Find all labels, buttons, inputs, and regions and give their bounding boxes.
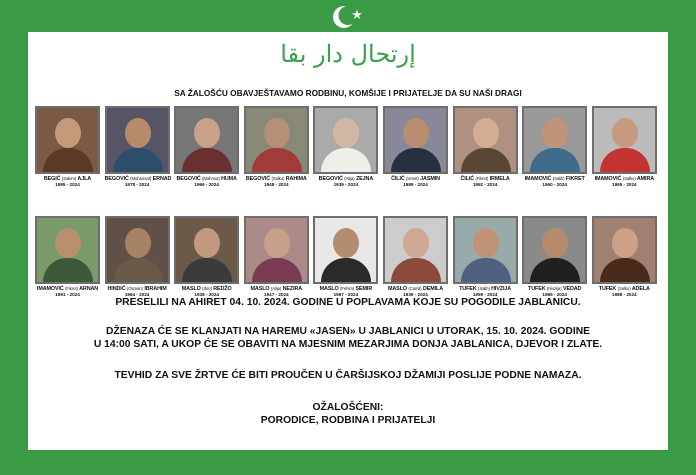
surname: IMAMOVIĆ bbox=[524, 176, 552, 182]
portrait-card bbox=[522, 106, 587, 187]
portrait-card bbox=[453, 216, 518, 297]
given-name: ARNAN bbox=[79, 286, 99, 292]
portrait-card bbox=[313, 106, 378, 187]
life-years: 1947 - 2024 bbox=[264, 292, 289, 297]
surname: ČILIĆ bbox=[391, 176, 405, 182]
portrait-card bbox=[592, 106, 657, 187]
arabic-calligraphy: إرتحال دار بقا bbox=[280, 40, 416, 68]
surname: HINDIĆ bbox=[107, 286, 126, 292]
given-name: RAHIMA bbox=[285, 176, 307, 182]
portrait-photo bbox=[522, 216, 587, 284]
portrait-card bbox=[313, 216, 378, 297]
given-name: IRMELA bbox=[489, 176, 510, 182]
portrait-photo bbox=[313, 106, 378, 174]
surname: TUFEK bbox=[459, 286, 477, 292]
portrait-photo bbox=[313, 216, 378, 284]
date-statement: PRESELILI NA AHIRET 04. 10. 2024. GODINE U POPLAVAMA KOJE SU POGODILE JABLANICU. bbox=[115, 297, 581, 308]
portrait-photo bbox=[35, 216, 100, 284]
life-years: 1965 - 2024 bbox=[612, 182, 637, 187]
portrait-card bbox=[35, 216, 100, 297]
life-years: 1939 - 2024 bbox=[403, 292, 428, 297]
surname: BEGOVIĆ bbox=[245, 176, 271, 182]
surname: BEGOVIĆ bbox=[104, 176, 129, 182]
given-name: ADELA bbox=[631, 286, 650, 292]
given-name: HIVZIJA bbox=[491, 286, 512, 292]
funeral-line-2: U 14:00 SATI, A UKOP ĆE SE OBAVITI NA MJESNIM MEZARJIMA DONJA JABLANICA, DJEVOR I ZLATE. bbox=[93, 339, 603, 350]
portrait-card bbox=[383, 106, 448, 187]
father-name: (Salko) bbox=[617, 286, 631, 291]
signoff-families: PORODICE, RODBINA I PRIJATELJI bbox=[260, 415, 436, 426]
life-years: 1967 - 2024 bbox=[333, 292, 359, 297]
portrait-card bbox=[105, 216, 170, 297]
life-years: 1966 - 2024 bbox=[194, 182, 219, 187]
father-name: (Salih) bbox=[477, 286, 490, 291]
father-name: (Mahmut) bbox=[202, 176, 220, 181]
life-years: 1948 - 2024 bbox=[264, 182, 289, 187]
portrait-photo bbox=[592, 216, 657, 284]
portrait-card bbox=[453, 106, 518, 187]
life-years: 1992 - 2024 bbox=[472, 182, 498, 187]
surname: IMAMOVIĆ bbox=[594, 176, 622, 182]
announcement-card bbox=[28, 32, 668, 450]
given-name: HUMA bbox=[221, 176, 237, 182]
given-name: NEZIRA bbox=[282, 286, 303, 292]
portrait-photo bbox=[522, 106, 587, 174]
life-years: 1991 - 2024 bbox=[55, 292, 80, 297]
given-name: ZEJNA bbox=[355, 176, 374, 182]
father-name: (Alija) bbox=[270, 286, 282, 291]
life-years: 1988 - 2024 bbox=[612, 292, 637, 297]
portrait-photo bbox=[453, 106, 518, 174]
surname: IMAMOVIĆ bbox=[36, 286, 64, 292]
father-name: (Salko) bbox=[271, 176, 285, 181]
given-name: DEMILA bbox=[422, 286, 443, 292]
surname: TUFEK bbox=[598, 286, 617, 292]
portrait-photo bbox=[35, 106, 100, 174]
given-name: FIKRET bbox=[565, 176, 585, 182]
portrait-photo bbox=[174, 216, 239, 284]
father-name: (Fikret) bbox=[65, 286, 78, 291]
portrait-card bbox=[244, 106, 309, 187]
father-name: (Salko) bbox=[622, 176, 636, 181]
portrait-card bbox=[592, 216, 657, 297]
father-name: (Salih) bbox=[552, 176, 565, 181]
given-name: AJLA bbox=[77, 176, 92, 182]
surname: MASLO bbox=[181, 286, 201, 292]
given-name: VEDAD bbox=[562, 286, 582, 292]
father-name: (Fikret) bbox=[475, 176, 489, 181]
portrait-photo bbox=[105, 216, 170, 284]
surname: BEGOVIĆ bbox=[176, 176, 201, 182]
portrait-photo bbox=[453, 216, 518, 284]
given-name: AMIRA bbox=[636, 176, 655, 182]
signoff-label: OŽALOŠĆENI: bbox=[312, 402, 384, 413]
portrait-photo bbox=[174, 106, 239, 174]
life-years: 1960 - 2024 bbox=[542, 182, 567, 187]
given-name: SEMIR bbox=[355, 286, 373, 292]
tevhid-notice: TEVHID ZA SVE ŽRTVE ĆE BITI PROUČEN U ČARŠIJSKOJ DŽAMIJI POSLIJE PODNE NAMAZA. bbox=[114, 370, 582, 381]
portrait-photo bbox=[592, 106, 657, 174]
given-name: ERNAD bbox=[152, 176, 172, 182]
given-name: REDŽO bbox=[213, 286, 232, 292]
crescent-star-icon bbox=[332, 3, 364, 31]
surname: MASLO bbox=[319, 286, 339, 292]
life-years: 1939 - 2024 bbox=[333, 182, 359, 187]
portrait-card bbox=[174, 216, 239, 297]
life-years: 1978 - 2024 bbox=[124, 182, 150, 187]
life-years: 1986 - 2024 bbox=[403, 182, 428, 187]
father-name: (Camil) bbox=[408, 286, 422, 291]
life-years: 1964 - 2024 bbox=[124, 292, 150, 297]
portrait-card bbox=[383, 216, 448, 297]
portrait-photo bbox=[244, 216, 309, 284]
father-name: (Ibro) bbox=[202, 286, 212, 291]
life-years: 1985 - 2024 bbox=[542, 292, 567, 297]
father-name: (Fehim) bbox=[340, 286, 355, 291]
surname: ČILIĆ bbox=[460, 176, 475, 182]
surname: BEGOVIĆ bbox=[318, 176, 343, 182]
portrait-card bbox=[522, 216, 587, 297]
given-name: IBRAHIM bbox=[144, 286, 167, 292]
portrait-photo bbox=[383, 216, 448, 284]
father-name: (Muhamed) bbox=[130, 176, 152, 181]
funeral-line-1: DŽENAZA ĆE SE KLANJATI NA HAREMU «JASEN» U JABLANICI U UTORAK, 15. 10. 2024. GODINE bbox=[105, 326, 591, 337]
surname: MASLO bbox=[250, 286, 270, 292]
portrait-card bbox=[35, 106, 100, 187]
given-name: JASMIN bbox=[420, 176, 440, 182]
surname: BEGIĆ bbox=[43, 176, 61, 182]
father-name: (Salem) bbox=[61, 176, 77, 181]
life-years: 1938 - 2024 bbox=[194, 292, 219, 297]
father-name: (Hivzija) bbox=[546, 286, 562, 291]
life-years: 1959 - 2024 bbox=[472, 292, 498, 297]
father-name: (Alija) bbox=[344, 176, 355, 181]
intro-text: SA ŽALOŠĆU OBAVJEŠTAVAMO RODBINU, KOMŠIJE I PRIJATELJE DA SU NAŠI DRAGI bbox=[174, 88, 522, 98]
life-years: 1995 - 2024 bbox=[55, 182, 80, 187]
surname: TUFEK bbox=[528, 286, 546, 292]
portrait-card bbox=[174, 106, 239, 187]
surname: MASLO bbox=[388, 286, 407, 292]
portrait-photo bbox=[105, 106, 170, 174]
father-name: (Ismet) bbox=[406, 176, 419, 181]
portrait-photo bbox=[383, 106, 448, 174]
father-name: (Osman) bbox=[126, 286, 143, 291]
portrait-photo bbox=[244, 106, 309, 174]
portrait-card bbox=[244, 216, 309, 297]
portrait-card bbox=[105, 106, 170, 187]
